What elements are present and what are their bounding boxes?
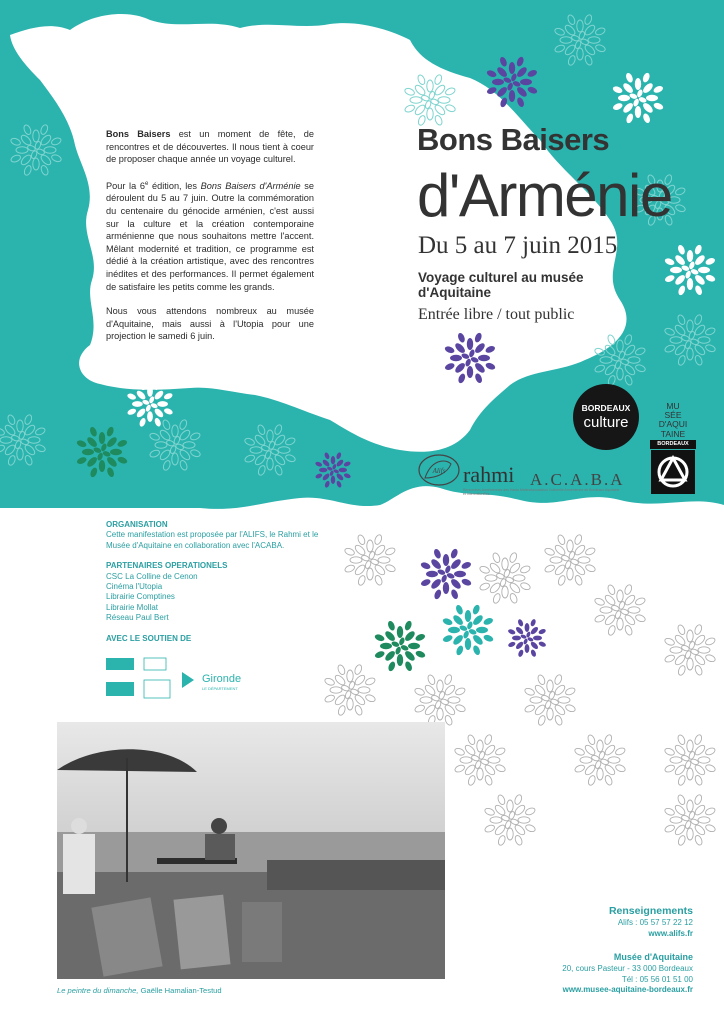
acaba-logo: A.C.A.B.A (530, 470, 625, 489)
partner-item: Cinéma l'Utopia (106, 582, 163, 592)
bordeaux-culture-logo: BORDEAUX culture (573, 384, 639, 450)
title-line-1: Bons Baisers (417, 122, 610, 157)
sponsor-logo-4 (144, 680, 170, 698)
museum-website-link[interactable]: www.musee-aquitaine-bordeaux.fr (562, 985, 693, 994)
rahmi-subtitle: Rencontres Arméniennes des Hauts Mixtes et Interculturelles (463, 488, 531, 496)
acaba-subtitle: Association Culturelle Arménienne de Bordeaux Aquitaine (530, 488, 620, 492)
sponsor-logo-1 (106, 658, 134, 670)
org-text: Cette manifestation est proposée par l'ALIFS, le Rahmi et le Musée d'Aquitaine en collaboration avec l'ACABA. (106, 530, 319, 550)
photo-painting-3 (242, 902, 282, 962)
event-subtitle: Voyage culturel au musée d'Aquitaine (418, 270, 584, 300)
partner-item: CSC La Colline de Cenon (106, 571, 198, 581)
info-block (433, 905, 693, 996)
gironde-icon (182, 672, 194, 688)
support-title: AVEC LE SOUTIEN DE (106, 633, 192, 643)
musee-aquitaine-logo: MU SÉE D'AQUI TAINE BORDEAUX (650, 402, 696, 446)
partner-item: Réseau Paul Bert (106, 613, 169, 623)
svg-text:Alifs: Alifs (432, 467, 446, 475)
organisation-block (106, 520, 336, 644)
photo-painter (71, 818, 87, 834)
photograph (57, 722, 445, 979)
sponsor-logo-3 (144, 658, 166, 670)
photo-person-1 (211, 818, 227, 834)
gironde-sub: LE DÉPARTEMENT (202, 686, 238, 691)
info-heading: Renseignements (608, 905, 693, 917)
photo-painting-2 (173, 895, 230, 970)
title-line-2: d'Arménie (417, 162, 672, 229)
museum-name: Musée d'Aquitaine (613, 952, 693, 962)
museum-address: 20, cours Pasteur - 33 000 Bordeaux (562, 964, 693, 973)
intro-text (106, 128, 314, 355)
partners-title: PARTENAIRES OPERATIONELS (106, 561, 228, 571)
photo-painting-1 (91, 897, 162, 976)
alifs-phone: Alifs : 05 57 57 22 12 (617, 918, 693, 927)
museum-phone: Tél : 05 56 01 51 00 (621, 974, 693, 984)
org-title: ORGANISATION (106, 520, 168, 529)
rahmi-logo: rahmi (463, 462, 515, 487)
partner-item: Librairie Mollat (106, 602, 159, 612)
sponsor-logo-2 (106, 682, 134, 696)
alifs-website-link[interactable]: www.alifs.fr (648, 928, 693, 938)
alifs-logo (417, 452, 461, 488)
intro-paragraph-2: Pour la 6e édition, les Bons Baisers d'Arménie se déroulent du 5 au 7 juin. Outre la commémoration du centenaire du génocide arménien, c'est aussi sur la culture et la création contemporaine arménienne que nous souhaitons mettre l'accent. Mêlant modernité et tradition, ce programme est dédié à la création artistique, avec des rencontres inédites et des performances. Il permet également de satisfaire les petits comme les grands. (106, 180, 314, 292)
event-access: Entrée libre / tout public (418, 306, 575, 323)
sponsor-logos (106, 656, 266, 702)
musee-emblem-icon (651, 450, 695, 494)
intro-paragraph-3: Nous vous attendons nombreux au musée d'Aquitaine, mais aussi à l'Utopia pour une projection le samedi 6 juin. (106, 306, 314, 342)
event-dates: Du 5 au 7 juin 2015 (418, 232, 618, 259)
photo-sky (57, 722, 445, 842)
partner-item: Librairie Comptines (106, 592, 175, 602)
photo-caption: Le peintre du dimanche, Gaëlle Hamalian-Testud (57, 986, 222, 995)
intro-paragraph-1: Bons Baisers est un moment de fête, de rencontres et de découvertes. Il nous tient à coeur de proposer chaque année un voyage culturel. (106, 129, 314, 165)
gironde-logo: Gironde (202, 673, 242, 685)
photo-wall (267, 860, 445, 890)
